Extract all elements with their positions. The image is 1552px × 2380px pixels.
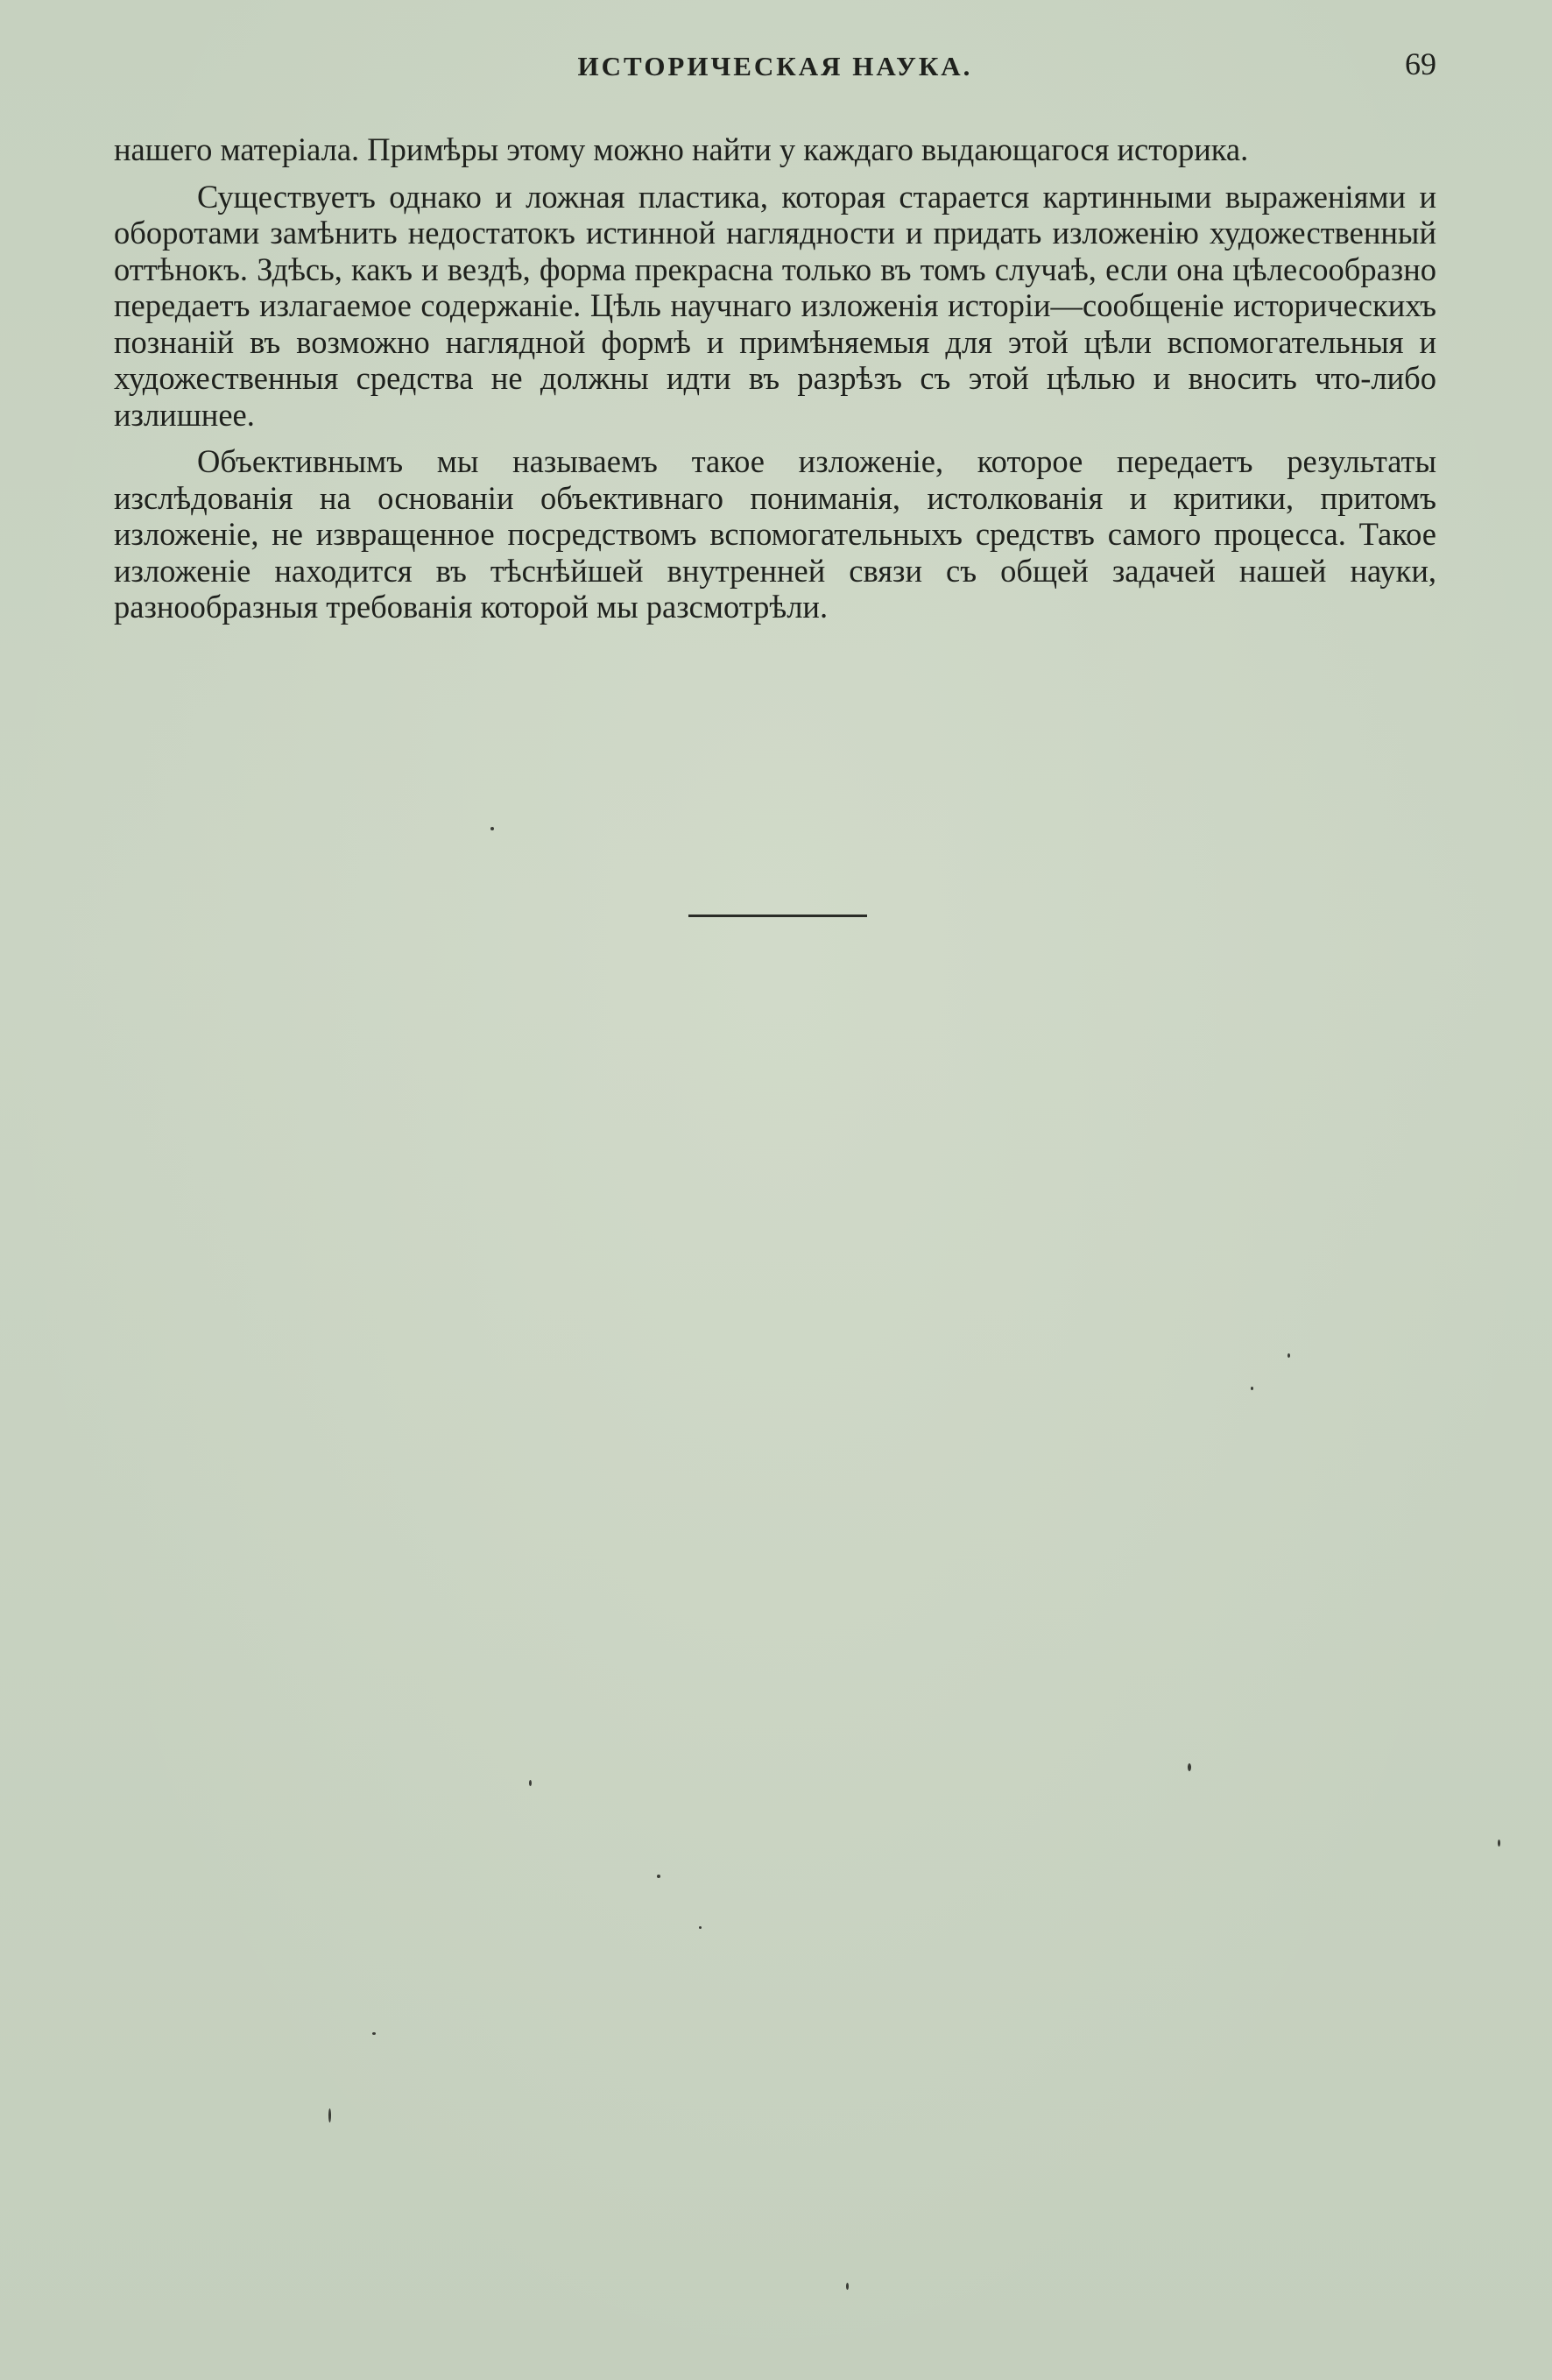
paper-speck [328, 2108, 331, 2122]
paper-speck [699, 1926, 702, 1929]
paper-speck [490, 827, 494, 830]
section-end-rule [688, 915, 867, 917]
paper-speck [1287, 1353, 1290, 1358]
paper-speck [372, 2032, 376, 2035]
paper-speck [1188, 1763, 1191, 1771]
page-number: 69 [1405, 46, 1436, 81]
running-head-title: ИСТОРИЧЕСКАЯ НАУКА. [577, 51, 973, 81]
paper-speck [1251, 1387, 1253, 1390]
running-head [114, 46, 1436, 89]
body-text [114, 131, 1436, 636]
paper-speck [846, 2283, 849, 2290]
paragraph-false-plasticity: Существуетъ однако и ложная пластика, которая старается картинными выраженіями и оборотами замѣнить недостатокъ истинной наглядности и придать изложенію художественный оттѣнокъ. Здѣсь, какъ и вездѣ, форма прекрасна только въ томъ случаѣ, если она цѣлесообразно передаетъ излагаемое содержаніе. Цѣль научнаго изложенія исторіи—сообщеніе историческихъ познаній въ возможно наглядной формѣ и примѣняемыя для этой цѣли вспомогательныя и художественныя средства не должны идти въ разрѣзъ съ этой цѣлью и вносить что-либо излишнее. [114, 178, 1436, 433]
paragraph-continued: нашего матеріала. Примѣры этому можно найти у каждаго выдающагося историка. [114, 131, 1249, 167]
paragraph-objective-exposition: Объективнымъ мы называемъ такое изложеніе, которое передаетъ результаты изслѣдованія на основаніи объективнаго пониманія, истолкованія и критики, притомъ изложеніе, не извращенное посредствомъ вспомогательныхъ средствъ самого процесса. Такое изложеніе находится въ тѣснѣйшей внутренней связи съ общей задачей нашей науки, разнообразныя требованія которой мы разсмотрѣли. [114, 443, 1436, 625]
paper-speck [529, 1780, 532, 1786]
paper-speck [657, 1875, 660, 1878]
paper-speck [1498, 1840, 1500, 1847]
